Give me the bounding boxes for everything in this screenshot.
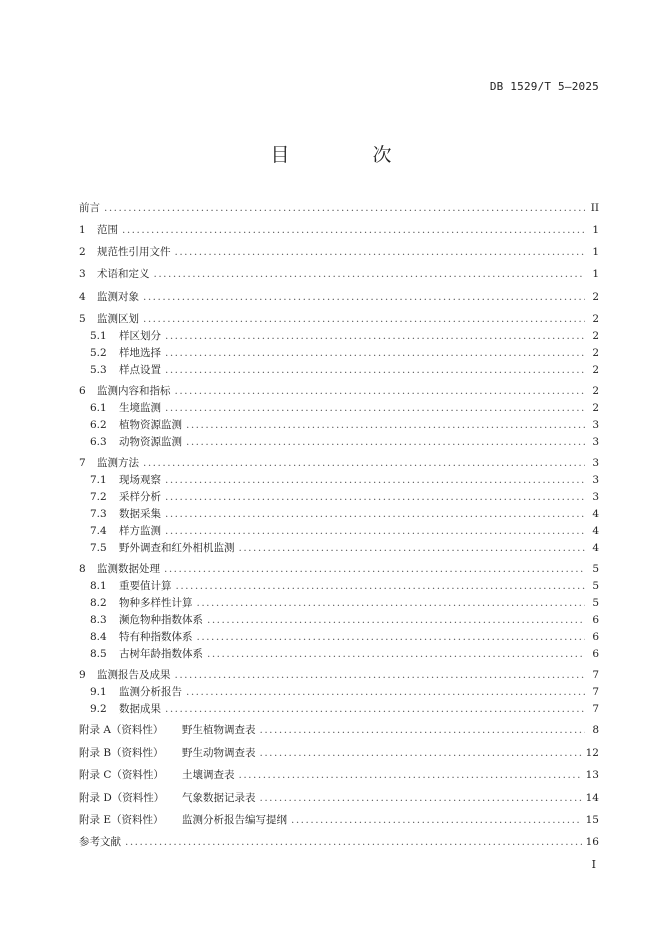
toc-entry-number: 9.2 xyxy=(90,703,107,715)
toc-entry-label: 样地选择 xyxy=(119,347,161,359)
toc-leader-dots xyxy=(165,345,585,361)
toc-entry[interactable] xyxy=(79,523,599,539)
toc-leader-dots xyxy=(165,701,585,717)
toc-entry[interactable] xyxy=(79,417,599,433)
toc-leader-dots xyxy=(143,311,585,327)
toc-entry[interactable] xyxy=(79,434,599,450)
toc-entry[interactable] xyxy=(79,222,599,238)
toc-entry-label: 现场观察 xyxy=(119,474,161,486)
toc-entry-page: 16 xyxy=(585,836,599,848)
toc-entry[interactable] xyxy=(79,684,599,700)
toc-entry-label: 监测数据处理 xyxy=(97,563,160,575)
toc-entry[interactable] xyxy=(79,667,599,683)
toc-leader-dots xyxy=(239,540,586,556)
toc-entry-number: 7.4 xyxy=(90,525,107,537)
toc-entry-label: 植物资源监测 xyxy=(119,419,182,431)
toc-entry-label: 前言 xyxy=(79,202,100,214)
toc-leader-dots xyxy=(143,289,585,305)
toc-entry-label: 濒危物种指数体系 xyxy=(119,614,203,626)
toc-leader-dots xyxy=(175,383,586,399)
toc-entry-page: 5 xyxy=(592,580,599,592)
toc-entry-number: 8.4 xyxy=(90,631,107,643)
toc-entry[interactable] xyxy=(79,701,599,717)
toc-entry[interactable] xyxy=(79,767,599,783)
toc-entry-label: 样区划分 xyxy=(119,330,161,342)
toc-leader-dots xyxy=(165,362,585,378)
toc-entry-label: 参考文献 xyxy=(79,836,121,848)
toc-entry-number: 1 xyxy=(79,224,86,236)
toc-entry[interactable] xyxy=(79,540,599,556)
toc-entry-label: 古树年龄指数体系 xyxy=(119,648,203,660)
toc-entry-page: 3 xyxy=(592,491,599,503)
page-number: I xyxy=(591,858,596,871)
toc-entry-label: 监测区划 xyxy=(97,313,139,325)
toc-entry-page: 7 xyxy=(592,703,599,715)
toc-leader-dots xyxy=(164,561,585,577)
toc-entry-number: 8.1 xyxy=(90,580,107,592)
toc-entry[interactable] xyxy=(79,722,599,738)
toc-entry-number: 6.1 xyxy=(90,402,107,414)
toc-entry-label: 重要值计算 xyxy=(119,580,172,592)
toc-entry[interactable] xyxy=(79,612,599,628)
toc-entry-number: 9 xyxy=(79,669,86,681)
toc-entry-label: 气象数据记录表 xyxy=(182,792,256,804)
toc-title: 目 次 xyxy=(270,144,424,166)
toc-entry-label: 土壤调查表 xyxy=(182,769,235,781)
toc-leader-dots xyxy=(165,400,585,416)
toc-entry-number: 7.2 xyxy=(90,491,107,503)
toc-entry-page: 7 xyxy=(592,686,599,698)
toc-leader-dots xyxy=(104,200,585,216)
toc-entry-page: 3 xyxy=(592,457,599,469)
toc-entry-label: 监测报告及成果 xyxy=(97,669,171,681)
toc-entry-page: 2 xyxy=(592,347,599,359)
toc-entry-page: 6 xyxy=(592,631,599,643)
toc-leader-dots xyxy=(207,646,585,662)
toc-entry[interactable] xyxy=(79,400,599,416)
toc-entry-page: 2 xyxy=(592,291,599,303)
toc-entry-number: 8 xyxy=(79,563,86,575)
toc-entry-page: 7 xyxy=(592,669,599,681)
toc-entry-number: 附录 E（资料性） xyxy=(79,814,164,826)
toc-entry-label: 监测内容和指标 xyxy=(97,385,171,397)
toc-entry-page: 1 xyxy=(592,224,599,236)
toc-entry-number: 5 xyxy=(79,313,86,325)
toc-entry[interactable] xyxy=(79,561,599,577)
toc-leader-dots xyxy=(186,417,585,433)
toc-entry-label: 野生动物调查表 xyxy=(182,747,256,759)
toc-entry-page: 12 xyxy=(585,747,599,759)
toc-entry-label: 动物资源监测 xyxy=(119,436,182,448)
toc-leader-dots xyxy=(291,812,582,828)
toc-leader-dots xyxy=(165,328,585,344)
toc-entry-page: 14 xyxy=(585,792,599,804)
toc-entry-page: 3 xyxy=(592,419,599,431)
toc-entry-number: 8.2 xyxy=(90,597,107,609)
toc-entry[interactable] xyxy=(79,629,599,645)
toc-entry-number: 附录 D（资料性） xyxy=(79,792,165,804)
toc-entry-label: 监测方法 xyxy=(97,457,139,469)
toc-entry[interactable] xyxy=(79,362,599,378)
toc-leader-dots xyxy=(154,266,586,282)
toc-entry-page: 15 xyxy=(585,814,599,826)
toc-entry-label: 样点设置 xyxy=(119,364,161,376)
toc-entry-label: 监测对象 xyxy=(97,291,139,303)
toc-entry-page: 2 xyxy=(592,402,599,414)
toc-entry-page: 2 xyxy=(592,364,599,376)
toc-entry-page: 3 xyxy=(592,474,599,486)
toc-entry[interactable] xyxy=(79,345,599,361)
toc-entry-label: 采样分析 xyxy=(119,491,161,503)
toc-leader-dots xyxy=(186,684,585,700)
toc-entry[interactable] xyxy=(79,455,599,471)
toc-entry-number: 8.3 xyxy=(90,614,107,626)
toc-leader-dots xyxy=(165,472,585,488)
toc-entry-page: 5 xyxy=(592,597,599,609)
toc-entry-label: 监测分析报告 xyxy=(119,686,182,698)
toc-entry-number: 附录 A（资料性） xyxy=(79,724,164,736)
toc-entry[interactable] xyxy=(79,812,599,828)
toc-leader-dots xyxy=(143,455,585,471)
toc-entry[interactable] xyxy=(79,745,599,761)
toc-entry-page: 2 xyxy=(592,313,599,325)
toc-leader-dots xyxy=(176,578,586,594)
toc-entry[interactable] xyxy=(79,311,599,327)
toc-leader-dots xyxy=(125,834,582,850)
toc-entry-page: 5 xyxy=(592,563,599,575)
toc-leader-dots xyxy=(260,790,582,806)
document-code: DB 1529/T 5—2025 xyxy=(489,80,599,93)
toc-entry-page: 4 xyxy=(592,508,599,520)
toc-entry[interactable] xyxy=(79,790,599,806)
toc-leader-dots xyxy=(165,523,585,539)
toc-entry-number: 8.5 xyxy=(90,648,107,660)
toc-leader-dots xyxy=(260,722,586,738)
toc-entry-page: 8 xyxy=(592,724,599,736)
toc-entry-number: 5.1 xyxy=(90,330,107,342)
toc-entry-page: II xyxy=(590,202,599,214)
toc-entry[interactable] xyxy=(79,834,599,850)
toc-entry-label: 范围 xyxy=(97,224,118,236)
toc-entry-number: 9.1 xyxy=(90,686,107,698)
toc-leader-dots xyxy=(207,612,585,628)
toc-entry-number: 7.3 xyxy=(90,508,107,520)
toc-entry-label: 数据成果 xyxy=(119,703,161,715)
toc-entry-number: 7 xyxy=(79,457,86,469)
toc-entry-page: 1 xyxy=(592,246,599,258)
toc-entry-page: 3 xyxy=(592,436,599,448)
toc-entry-label: 术语和定义 xyxy=(97,268,150,280)
toc-entry-label: 监测分析报告编写提纲 xyxy=(182,814,287,826)
toc-entry-page: 13 xyxy=(585,769,599,781)
toc-entry-page: 2 xyxy=(592,330,599,342)
toc-entry[interactable] xyxy=(79,472,599,488)
toc-leader-dots xyxy=(175,244,586,260)
toc-leader-dots xyxy=(175,667,586,683)
toc-entry-page: 2 xyxy=(592,385,599,397)
toc-entry-page: 6 xyxy=(592,648,599,660)
toc-entry-page: 6 xyxy=(592,614,599,626)
toc-entry-number: 附录 B（资料性） xyxy=(79,747,164,759)
toc-entry[interactable] xyxy=(79,506,599,522)
toc-leader-dots xyxy=(165,489,585,505)
toc-entry-number: 6 xyxy=(79,385,86,397)
toc-entry-number: 2 xyxy=(79,246,86,258)
toc-entry-label: 生境监测 xyxy=(119,402,161,414)
toc-leader-dots xyxy=(122,222,585,238)
toc-entry-number: 6.3 xyxy=(90,436,107,448)
toc-entry-label: 规范性引用文件 xyxy=(97,246,171,258)
toc-entry-number: 7.1 xyxy=(90,474,107,486)
toc-entry[interactable] xyxy=(79,266,599,282)
toc-entry[interactable] xyxy=(79,646,599,662)
toc-entry-page: 4 xyxy=(592,525,599,537)
toc-leader-dots xyxy=(239,767,582,783)
toc-entry[interactable] xyxy=(79,489,599,505)
toc-entry-label: 数据采集 xyxy=(119,508,161,520)
toc-entry-number: 6.2 xyxy=(90,419,107,431)
toc-entry[interactable] xyxy=(79,244,599,260)
toc-leader-dots xyxy=(260,745,582,761)
toc-entry[interactable] xyxy=(79,595,599,611)
toc-leader-dots xyxy=(165,506,585,522)
toc-entry-number: 5.2 xyxy=(90,347,107,359)
toc-entry[interactable] xyxy=(79,383,599,399)
toc-leader-dots xyxy=(186,434,585,450)
toc-entry-label: 野外调查和红外相机监测 xyxy=(119,542,235,554)
toc-leader-dots xyxy=(197,629,586,645)
toc-entry-label: 物种多样性计算 xyxy=(119,597,193,609)
toc-entry[interactable] xyxy=(79,289,599,305)
toc-entry-page: 4 xyxy=(592,542,599,554)
toc-entry-number: 附录 C（资料性） xyxy=(79,769,164,781)
toc-leader-dots xyxy=(197,595,586,611)
toc-entry-label: 野生植物调查表 xyxy=(182,724,256,736)
toc-entry[interactable] xyxy=(79,200,599,216)
toc-entry-number: 7.5 xyxy=(90,542,107,554)
toc-entry-number: 4 xyxy=(79,291,86,303)
toc-entry[interactable] xyxy=(79,328,599,344)
toc-entry-label: 特有种指数体系 xyxy=(119,631,193,643)
toc-entry-page: 1 xyxy=(592,268,599,280)
toc-entry[interactable] xyxy=(79,578,599,594)
toc-entry-number: 3 xyxy=(79,268,86,280)
toc-entry-number: 5.3 xyxy=(90,364,107,376)
toc-entry-label: 样方监测 xyxy=(119,525,161,537)
